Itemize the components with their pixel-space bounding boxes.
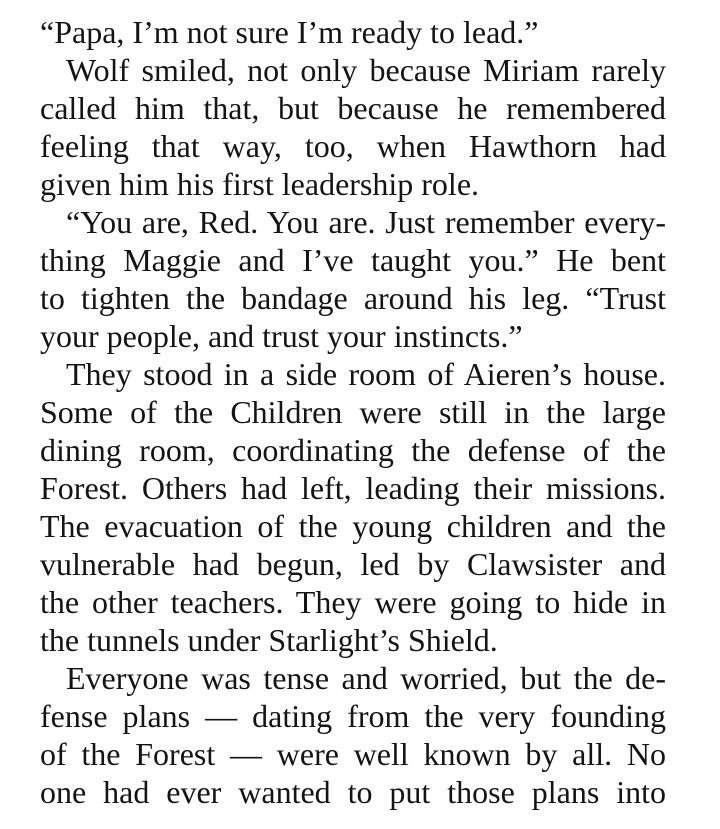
text-line: one had ever wanted to put those plans into	[40, 774, 666, 810]
text-line: called him that, but because he remembered	[40, 90, 666, 126]
text-line: to tighten the bandage around his leg. “Trust	[40, 280, 666, 316]
text-line: of the Forest — were well known by all. No	[40, 736, 666, 772]
page-text	[40, 13, 666, 811]
text-line: thing Maggie and I’ve taught you.” He bent	[40, 242, 666, 278]
text-line: feeling that way, too, when Hawthorn had	[40, 128, 666, 164]
text-line: “You are, Red. You are. Just remember every-	[66, 204, 666, 240]
text-line: your people, and trust your instincts.”	[40, 318, 523, 354]
text-line: The evacuation of the young children and the	[40, 508, 666, 544]
text-line: They stood in a side room of Aieren’s house.	[66, 356, 666, 392]
text-line: vulnerable had begun, led by Clawsister and	[40, 546, 666, 582]
text-line: Forest. Others had left, leading their missions.	[40, 470, 666, 506]
text-line: “Papa, I’m not sure I’m ready to lead.”	[40, 14, 539, 50]
text-line: Everyone was tense and worried, but the de-	[66, 660, 666, 696]
text-line: the tunnels under Starlight’s Shield.	[40, 622, 498, 658]
text-line: the other teachers. They were going to hide in	[40, 584, 666, 620]
text-line: given him his first leadership role.	[40, 166, 480, 202]
text-line: dining room, coordinating the defense of the	[40, 432, 666, 468]
text-line: fense plans — dating from the very founding	[40, 698, 666, 734]
text-line: Wolf smiled, not only because Miriam rarely	[66, 52, 666, 88]
text-line: Some of the Children were still in the large	[40, 394, 666, 430]
